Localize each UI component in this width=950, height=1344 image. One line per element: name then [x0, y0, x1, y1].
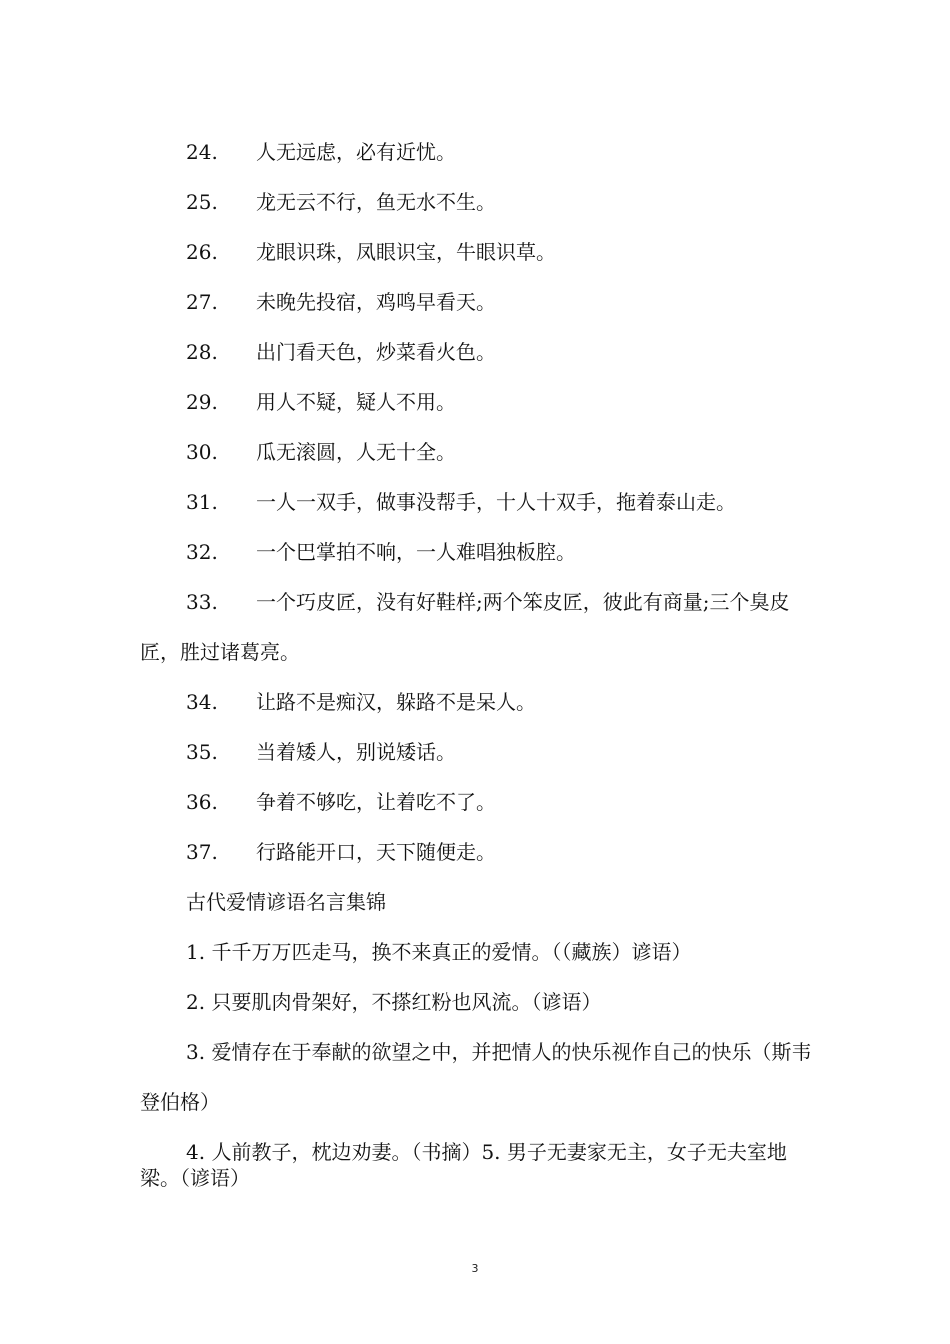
proverb-item [140, 677, 822, 727]
proverb-number: 37. [186, 840, 218, 864]
love-item-1: 1. 千千万万匹走马，换不来真正的爱情。（（藏族）谚语） [186, 940, 692, 964]
proverb-item [140, 727, 822, 777]
proverb-list [140, 127, 822, 877]
proverb-number: 31. [186, 490, 218, 514]
proverb-item [140, 777, 822, 827]
proverb-item [140, 577, 822, 677]
proverb-text: 龙眼识珠，凤眼识宝，牛眼识草。 [256, 240, 556, 264]
proverb-number: 29. [186, 390, 218, 414]
proverb-number: 26. [186, 240, 218, 264]
proverb-item [140, 377, 822, 427]
proverb-number: 30. [186, 440, 218, 464]
proverb-item [140, 127, 822, 177]
proverb-number: 27. [186, 290, 218, 314]
proverb-item [140, 327, 822, 377]
proverb-text: 用人不疑，疑人不用。 [256, 390, 456, 414]
love-item-4: 4. 人前教子，枕边劝妻。（书摘）5. 男子无妻家无主，女子无夫室地梁。（谚语） [140, 1140, 787, 1190]
proverb-number: 32. [186, 540, 218, 564]
proverb-text: 当着矮人，别说矮话。 [256, 740, 456, 764]
proverb-number: 36. [186, 790, 218, 814]
proverb-item [140, 177, 822, 227]
proverb-number: 35. [186, 740, 218, 764]
proverb-item [140, 827, 822, 877]
love-item-2: 2. 只要肌肉骨架好，不搽红粉也风流。（谚语） [186, 990, 602, 1014]
proverb-text: 让路不是痴汉，躲路不是呆人。 [256, 690, 536, 714]
love-item-3: 3. 爱情存在于奉献的欲望之中，并把情人的快乐视作自己的快乐（斯韦登伯格） [140, 1040, 812, 1114]
page-number: 3 [471, 1262, 479, 1275]
proverb-item [140, 277, 822, 327]
proverb-item [140, 527, 822, 577]
proverb-text: 人无远虑，必有近忧。 [256, 140, 456, 164]
proverb-text: 出门看天色，炒菜看火色。 [256, 340, 496, 364]
proverb-text: 瓜无滚圆，人无十全。 [256, 440, 456, 464]
proverb-text: 一个巴掌拍不响，一人难唱独板腔。 [256, 540, 576, 564]
proverb-item [140, 227, 822, 277]
proverb-text: 龙无云不行，鱼无水不生。 [256, 190, 496, 214]
section-title: 古代爱情谚语名言集锦 [186, 890, 386, 914]
proverb-text: 未晚先投宿，鸡鸣早看天。 [256, 290, 496, 314]
proverb-item [140, 427, 822, 477]
proverb-number: 28. [186, 340, 218, 364]
proverb-text: 一个巧皮匠，没有好鞋样;两个笨皮匠，彼此有商量;三个臭皮匠，胜过诸葛亮。 [140, 590, 790, 664]
proverb-number: 33. [186, 590, 218, 614]
proverb-text: 争着不够吃，让着吃不了。 [256, 790, 496, 814]
proverb-text: 一人一双手，做事没帮手，十人十双手，拖着泰山走。 [256, 490, 736, 514]
proverb-number: 24. [186, 140, 218, 164]
proverb-number: 34. [186, 690, 218, 714]
proverb-text: 行路能开口，天下随便走。 [256, 840, 496, 864]
proverb-number: 25. [186, 190, 218, 214]
proverb-item [140, 477, 822, 527]
